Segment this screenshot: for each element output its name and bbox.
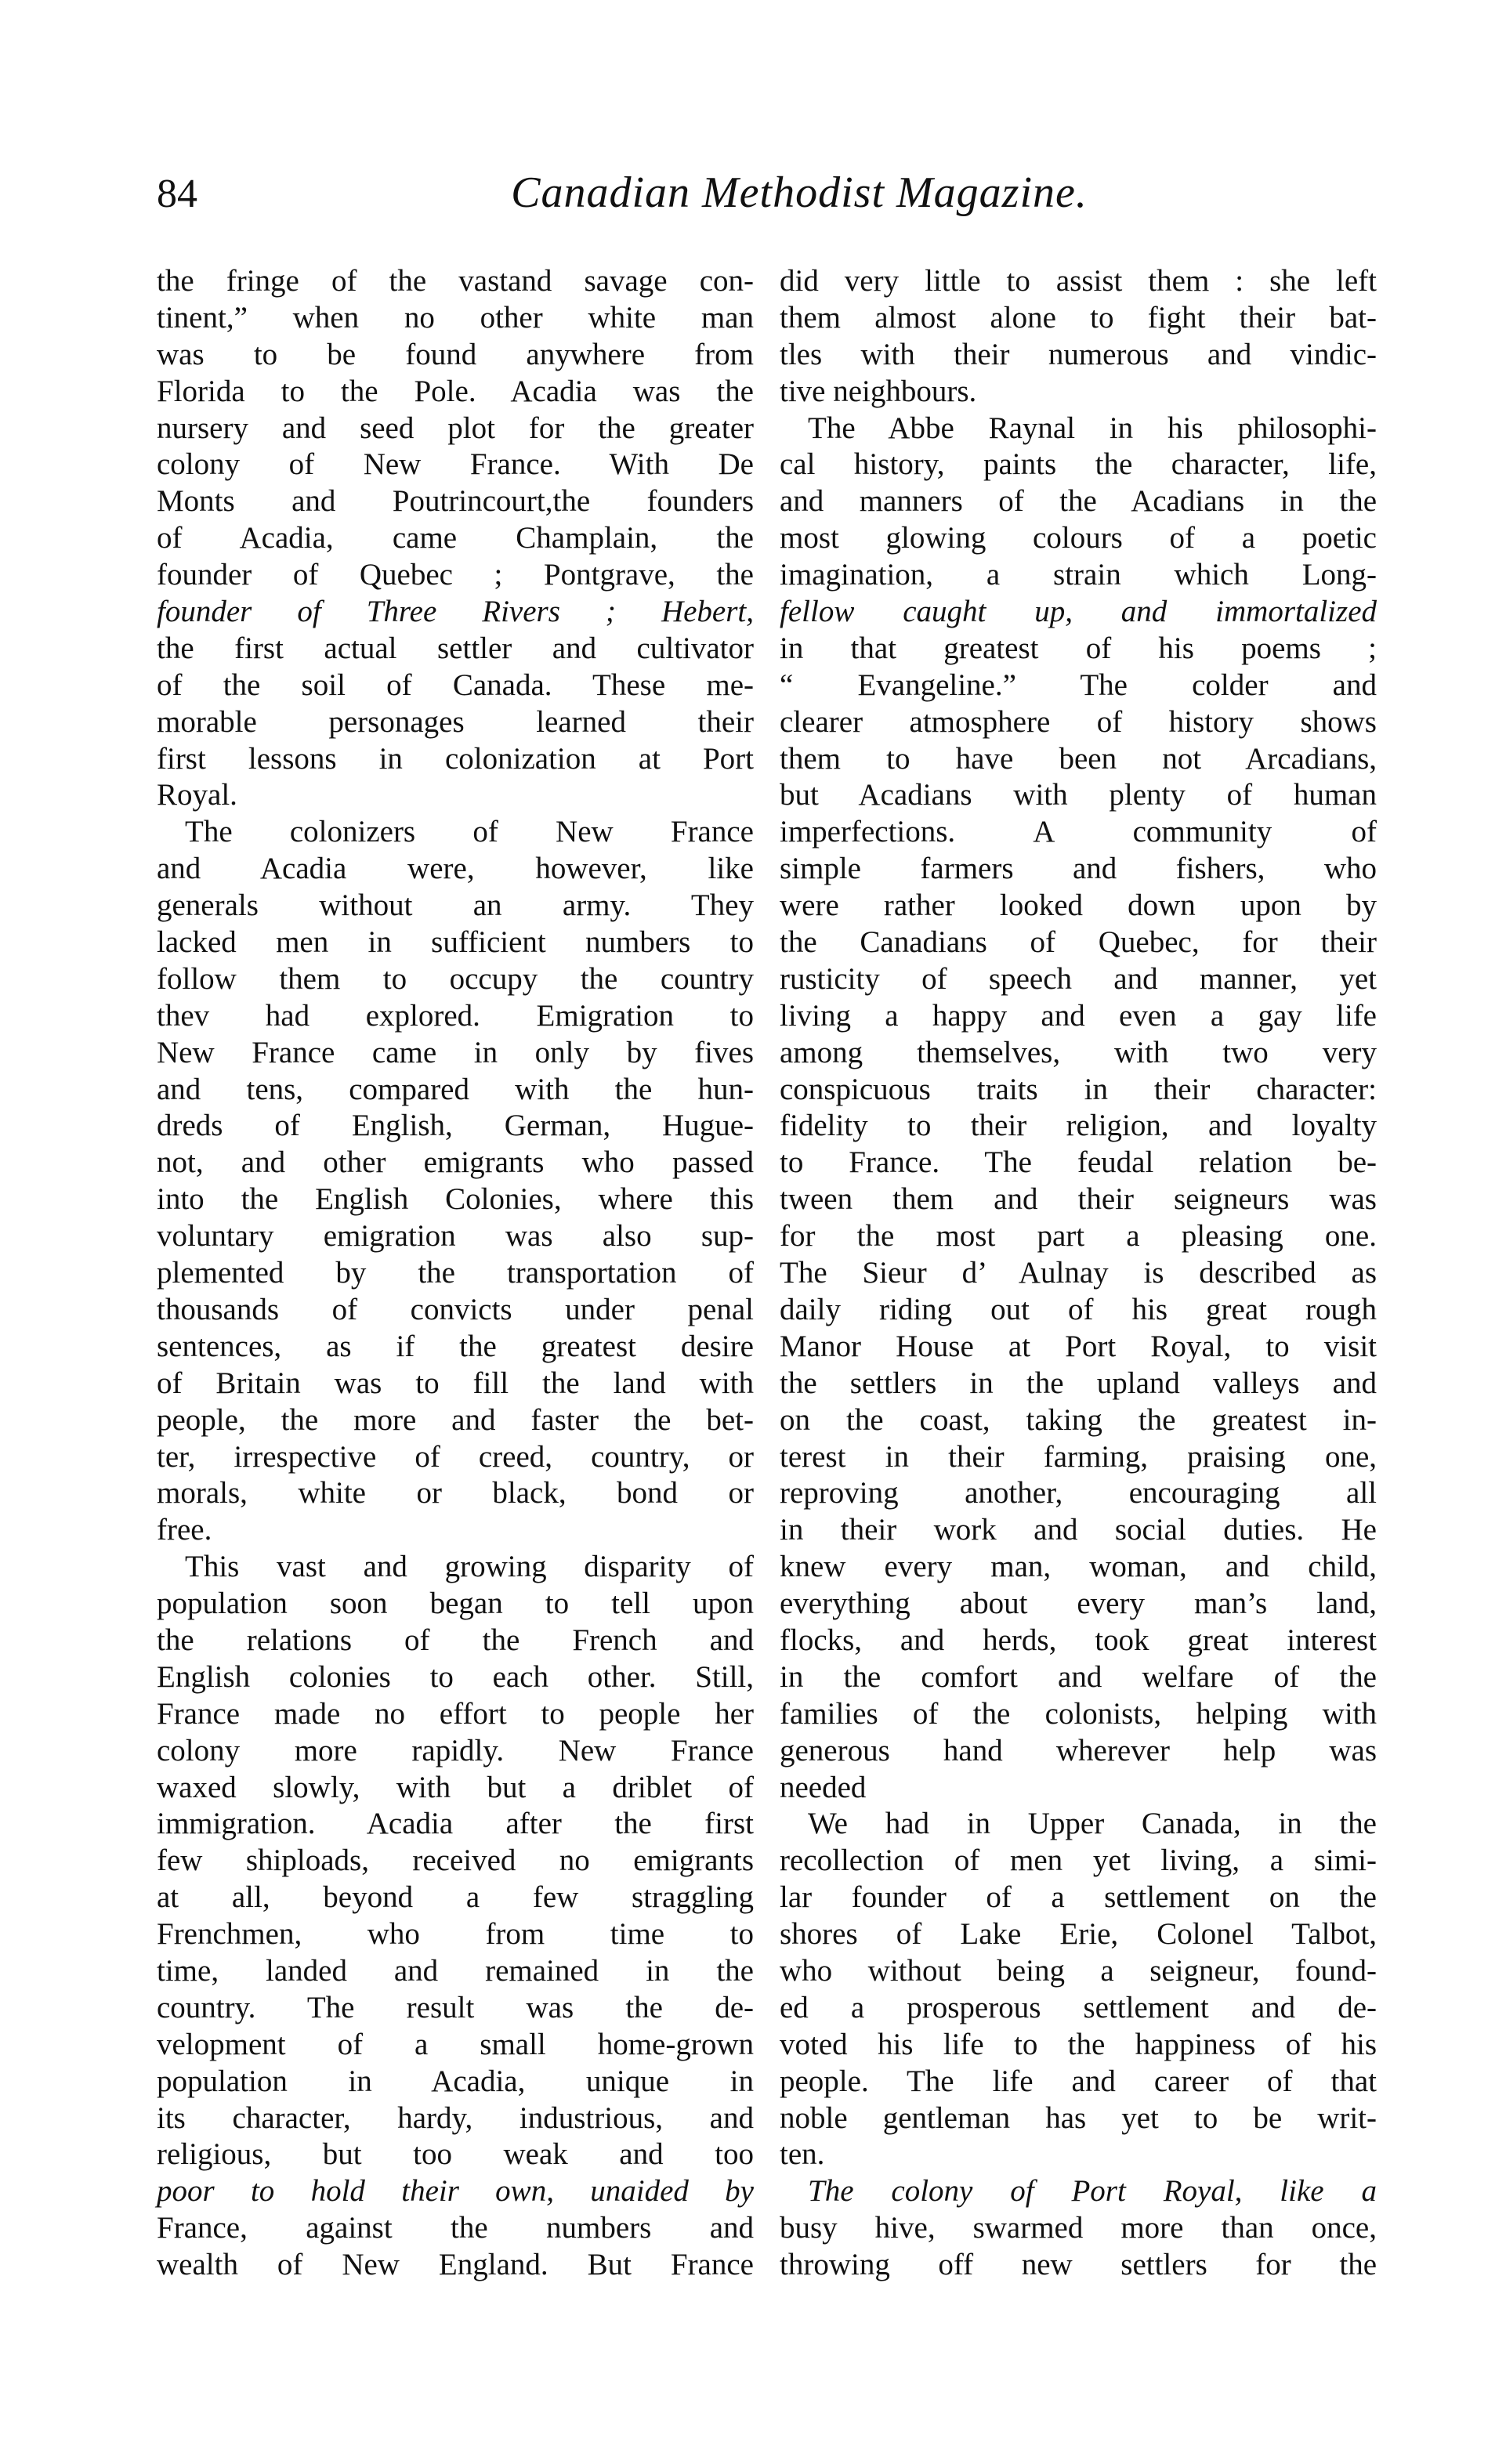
text-line: nursery and seed plot for the greater (157, 411, 754, 445)
text-line: in their work and social duties. He (780, 1513, 1377, 1547)
text-line: population in Acadia, unique in (157, 2064, 754, 2098)
text-line: voted his life to the happiness of his (780, 2027, 1377, 2061)
right-column (780, 263, 1377, 2284)
text-line: were rather looked down upon by (780, 888, 1377, 923)
text-line: living a happy and even a gay life (780, 998, 1377, 1033)
text-line: noble gentleman has yet to be writ- (780, 2100, 1377, 2135)
left-column (157, 263, 754, 2284)
text-line: The colony of Port Royal, like a (808, 2174, 1377, 2209)
text-line: who without being a seigneur, found- (780, 1953, 1377, 1988)
text-line: Florida to the Pole. Acadia was the (157, 374, 754, 408)
text-line: among themselves, with two very (780, 1035, 1377, 1069)
text-line: plemented by the transportation of (157, 1256, 754, 1290)
text-line: recollection of men yet living, a simi- (780, 1843, 1377, 1878)
text-line: time, landed and remained in the (157, 1953, 754, 1988)
text-line: tles with their numerous and vindic- (780, 337, 1377, 371)
text-line: of Acadia, came Champlain, the (157, 521, 754, 555)
text-line: We had in Upper Canada, in the (808, 1807, 1377, 1841)
text-line: in the comfort and welfare of the (780, 1659, 1377, 1694)
text-line: lacked men in sufficient numbers to (157, 925, 754, 960)
text-line: Royal. (157, 778, 237, 812)
text-line: Frenchmen, who from time to (157, 1917, 754, 1952)
text-line: morable personages learned their (157, 704, 754, 739)
text-line: colony of New France. With De (157, 447, 754, 482)
text-line: the fringe of the vastand savage con- (157, 264, 754, 298)
text-line: for the most part a pleasing one. (780, 1219, 1377, 1254)
text-line: generals without an army. They (157, 888, 754, 923)
text-line: rusticity of speech and manner, yet (780, 961, 1377, 996)
text-line: France, against the numbers and (157, 2211, 754, 2245)
text-line: velopment of a small home-grown (157, 2027, 754, 2061)
text-line: and manners of the Acadians in the (780, 484, 1377, 519)
text-line: poor to hold their own, unaided by (157, 2174, 754, 2209)
text-line: its character, hardy, industrious, and (157, 2100, 754, 2135)
text-line: follow them to occupy the country (157, 961, 754, 996)
text-line: imagination, a strain which Long- (780, 558, 1377, 592)
text-line: generous hand wherever help was (780, 1733, 1377, 1767)
text-line: fellow caught up, and immortalized (780, 595, 1377, 629)
text-line: shores of Lake Erie, Colonel Talbot, (780, 1917, 1377, 1952)
text-line: flocks, and herds, took great interest (780, 1623, 1377, 1657)
text-line: the Canadians of Quebec, for their (780, 925, 1377, 960)
text-line: dreds of English, German, Hugue- (157, 1109, 754, 1143)
text-line: country. The result was the de- (157, 1990, 754, 2024)
text-line: “ Evangeline.” The colder and (780, 668, 1377, 702)
text-line: tive neighbours. (780, 374, 977, 408)
text-line: thev had explored. Emigration to (157, 998, 754, 1033)
text-line: English colonies to each other. Still, (157, 1659, 754, 1694)
text-line: in that greatest of his poems ; (780, 631, 1377, 665)
text-line: ten. (780, 2137, 825, 2172)
text-line: daily riding out of his great rough (780, 1292, 1377, 1326)
text-line: the settlers in the upland valleys and (780, 1366, 1377, 1400)
text-line: reproving another, encouraging all (780, 1476, 1377, 1511)
text-line: families of the colonists, helping with (780, 1696, 1377, 1731)
text-line: everything about every man’s land, (780, 1587, 1377, 1621)
text-line: at all, beyond a few straggling (157, 1880, 754, 1915)
text-line: them almost alone to fight their bat- (780, 300, 1377, 335)
text-line: of Britain was to fill the land with (157, 1366, 754, 1400)
text-line: was to be found anywhere from (157, 337, 754, 371)
text-line: thousands of convicts under penal (157, 1292, 754, 1326)
text-line: morals, white or black, bond or (157, 1476, 754, 1511)
text-line: The Sieur d’ Aulnay is described as (780, 1256, 1377, 1290)
running-title: Canadian Methodist Magazine. (511, 168, 1088, 217)
text-line: Monts and Poutrincourt,the founders (157, 484, 754, 519)
text-line: did very little to assist them : she left (780, 264, 1377, 298)
text-line: cal history, paints the character, life, (780, 447, 1377, 482)
text-line: The colonizers of New France (185, 815, 754, 849)
text-line: colony more rapidly. New France (157, 1733, 754, 1767)
text-line: voluntary emigration was also sup- (157, 1219, 754, 1254)
text-line: people. The life and career of that (780, 2064, 1377, 2098)
text-line: few shiploads, received no emigrants (157, 1843, 754, 1878)
text-line: founder of Three Rivers ; Hebert, (157, 595, 754, 629)
text-line: them to have been not Arcadians, (780, 741, 1377, 776)
text-line: population soon began to tell upon (157, 1587, 754, 1621)
text-line: terest in their farming, praising one, (780, 1439, 1377, 1474)
text-line: first lessons in colonization at Port (157, 741, 754, 776)
text-line: This vast and growing disparity of (185, 1550, 754, 1584)
text-line: fidelity to their religion, and loyalty (780, 1109, 1377, 1143)
text-line: lar founder of a settlement on the (780, 1880, 1377, 1915)
text-line: busy hive, swarmed more than once, (780, 2211, 1377, 2245)
text-line: religious, but too weak and too (157, 2137, 754, 2172)
text-line: into the English Colonies, where this (157, 1182, 754, 1217)
text-line: not, and other emigrants who passed (157, 1145, 754, 1180)
text-line: on the coast, taking the greatest in- (780, 1402, 1377, 1437)
page-number: 84 (157, 172, 197, 216)
text-line: clearer atmosphere of history shows (780, 704, 1377, 739)
text-line: to France. The feudal relation be- (780, 1145, 1377, 1180)
text-line: wealth of New England. But France (157, 2248, 754, 2282)
text-line: founder of Quebec ; Pontgrave, the (157, 558, 754, 592)
text-line: people, the more and faster the bet- (157, 1402, 754, 1437)
text-line: and tens, compared with the hun- (157, 1072, 754, 1106)
text-line: and Acadia were, however, like (157, 852, 754, 886)
text-line: sentences, as if the greatest desire (157, 1329, 754, 1363)
text-line: imperfections. A community of (780, 815, 1377, 849)
text-line: but Acadians with plenty of human (780, 778, 1377, 812)
text-line: knew every man, woman, and child, (780, 1550, 1377, 1584)
text-line: needed (780, 1770, 867, 1804)
text-line: waxed slowly, with but a driblet of (157, 1770, 754, 1804)
text-line: conspicuous traits in their character: (780, 1072, 1377, 1106)
text-line: most glowing colours of a poetic (780, 521, 1377, 555)
text-line: ter, irrespective of creed, country, or (157, 1439, 754, 1474)
text-line: tinent,” when no other white man (157, 300, 754, 335)
text-line: simple farmers and fishers, who (780, 852, 1377, 886)
text-line: the first actual settler and cultivator (157, 631, 754, 665)
text-line: throwing off new settlers for the (780, 2248, 1377, 2282)
text-line: the relations of the French and (157, 1623, 754, 1657)
text-line: France made no effort to people her (157, 1696, 754, 1731)
text-line: free. (157, 1513, 212, 1547)
text-line: Manor House at Port Royal, to visit (780, 1329, 1377, 1363)
text-line: The Abbe Raynal in his philosophi- (808, 411, 1377, 445)
text-line: of the soil of Canada. These me- (157, 668, 754, 702)
text-line: New France came in only by fives (157, 1035, 754, 1069)
text-line: tween them and their seigneurs was (780, 1182, 1377, 1217)
text-line: ed a prosperous settlement and de- (780, 1990, 1377, 2024)
text-line: immigration. Acadia after the first (157, 1807, 754, 1841)
